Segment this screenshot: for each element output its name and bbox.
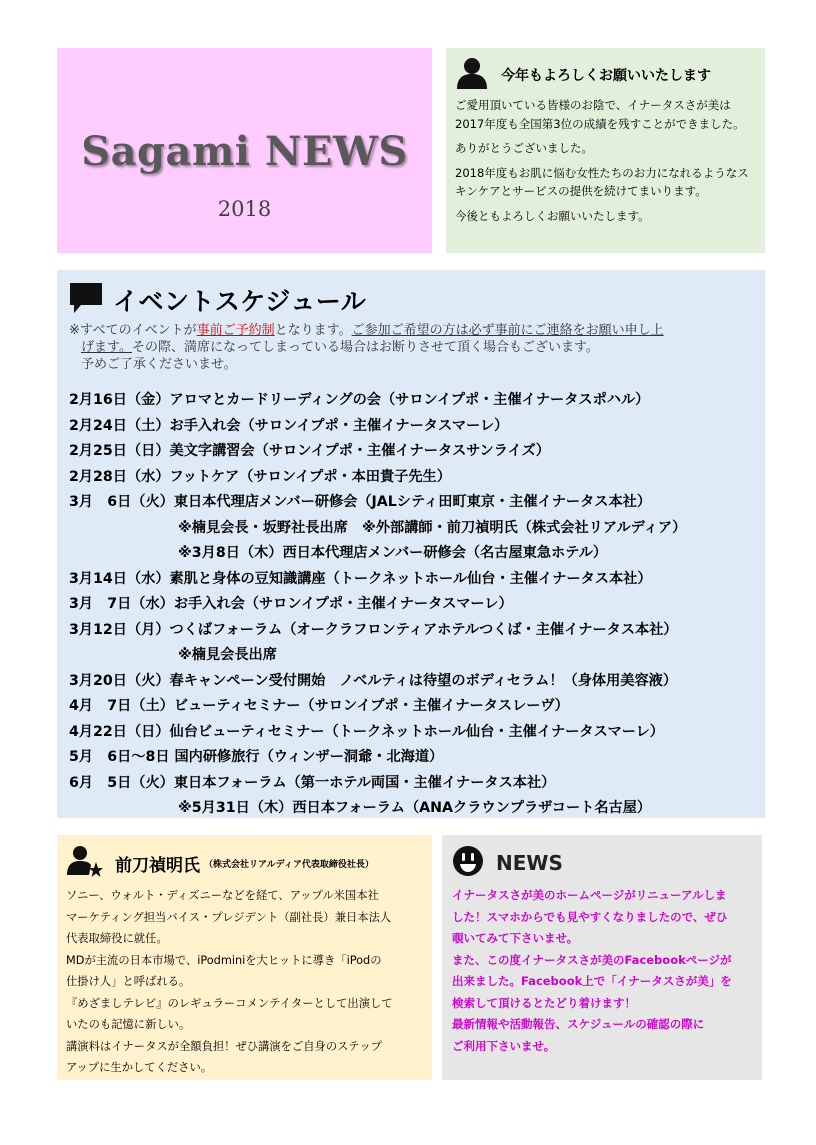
bio-line: いたのも記憶に新しい。	[66, 1018, 191, 1031]
bio-line: 講演料はイナータスが全額負担！ぜひ講演をご自身のステップ	[66, 1039, 383, 1053]
schedule-note	[69, 322, 759, 373]
greeting-paragraph: 今後ともよろしくお願いいたします。	[455, 208, 650, 223]
bio-line: 代表取締役に就任。	[66, 932, 168, 945]
note-text: となります。	[274, 323, 352, 338]
note-text: 予めご了承くださいませ。	[81, 357, 237, 372]
schedule-item: 3月 6日（火）東日本代理店メンバー研修会（JALシティ田町東京・主催イナータス本社）	[69, 494, 652, 510]
schedule-heading: イベントスケジュール	[113, 287, 367, 316]
newsletter-title: Sagami NEWS	[81, 128, 408, 175]
bio-line: マーケティング担当バイス・プレジデント（副社長）兼日本法人	[66, 910, 392, 924]
schedule-subitem: ※5月31日（木）西日本フォーラム（ANAクラウンプラザコート名古屋）	[178, 800, 652, 816]
schedule-item: 3月20日（火）春キャンペーン受付開始 ノベルティは待望のボディセラム！（身体用美容液）	[69, 672, 678, 689]
schedule-item: 5月 6日～8日 国内研修旅行（ウィンザー洞爺・北海道）	[69, 749, 444, 765]
schedule-subitem: ※楠見会長・坂野社長出席 ※外部講師・前刀禎明氏（株式会社リアルディア）	[178, 519, 687, 536]
schedule-subitem: ※楠見会長出席	[178, 647, 277, 663]
note-text: その際、満席になってしまっている場合はお断りさせて頂く場合もございます。	[131, 340, 599, 355]
schedule-item: 3月 7日（水）お手入れ会（サロンイプポ・主催イナータスマーレ）	[69, 596, 513, 612]
news-panel	[442, 835, 762, 1080]
greeting-paragraph: ご愛用頂いている皆様のお陰で、イナータスさが美は2017年度も全国第3位の成績を残すことができました。	[455, 98, 745, 131]
news-body	[452, 885, 757, 1057]
bio-line: ソニー、ウォルト・ディズニーなどを経て、アップル米国本社	[66, 889, 379, 902]
speaker-bio	[66, 885, 426, 1079]
greeting-paragraph: 2018年度もお肌に悩む女性たちのお力になれるようなスキンケアとサービスの提供を続けてまいります。	[455, 165, 749, 198]
speaker-panel	[57, 835, 432, 1080]
greeting-body	[455, 96, 760, 231]
schedule-item: 2月28日（水）フットケア（サロンイプポ・本田貴子先生）	[69, 468, 451, 485]
speaker-header	[67, 845, 374, 881]
greeting-panel	[446, 48, 765, 253]
schedule-item: 6月 5日（火）東日本フォーラム（第一ホテル両国・主催イナータス本社）	[69, 774, 556, 791]
schedule-item: 2月24日（土）お手入れ会（サロンイプポ・主催イナータスマーレ）	[69, 417, 509, 434]
news-line: 覗いてみて下さいませ。	[452, 931, 579, 945]
greeting-header	[455, 58, 711, 92]
title-panel	[57, 48, 432, 253]
schedule-subitem: ※3月8日（木）西日本代理店メンバー研修会（名古屋東急ホテル）	[178, 545, 608, 561]
smiley-icon	[452, 845, 484, 881]
speaker-name: 前刀禎明氏	[115, 855, 200, 876]
schedule-item: 2月25日（日）美文字講習会（サロンイプポ・主催イナータスサンライズ）	[69, 443, 550, 459]
news-line: また、この度イナータスさが美のFacebookページが	[452, 952, 732, 967]
news-line: 最新情報や活動報告、スケジュールの確認の際に	[452, 1017, 705, 1031]
person-icon	[455, 57, 489, 93]
note-text: ※すべてのイベントが	[69, 323, 197, 338]
speech-bubble-icon	[69, 282, 103, 318]
bio-line: 仕掛け人」と呼ばれる。	[66, 975, 191, 988]
schedule-header	[69, 282, 366, 318]
note-contact: ご参加ご希望の方は必ず事前にご連絡をお願い申し上	[351, 323, 664, 338]
schedule-item: 2月16日（金）アロマとカードリーディングの会（サロンイプポ・主催イナータスポハル）	[69, 392, 650, 408]
schedule-item: 4月 7日（土）ビューティセミナー（サロンイプポ・主催イナータスレーヴ）	[69, 698, 569, 714]
note-reservation: 事前ご予約制	[196, 323, 275, 338]
bio-line: アップに生かしてください。	[66, 1061, 213, 1074]
news-line: 出来ました。Facebook上で「イナータスさが美」を	[452, 974, 732, 988]
news-line: ご利用下さいませ。	[452, 1038, 556, 1053]
news-line: イナータスさが美のホームページがリニューアルしま	[452, 888, 727, 902]
news-line: した！スマホからでも見やすくなりましたので、ぜひ	[452, 909, 728, 924]
news-line: 検索して頂けるとたどり着けます！	[452, 995, 636, 1010]
greeting-paragraph: ありがとうございました。	[455, 141, 593, 155]
news-header	[452, 845, 563, 881]
bio-line: MDが主流の日本市場で、iPodminiを大ヒットに導き「iPodの	[66, 953, 382, 967]
news-heading: NEWS	[496, 851, 563, 875]
speaker-title: （株式会社リアルディア代表取締役社長）	[204, 859, 374, 870]
schedule-item: 3月12日（月）つくばフォーラム（オークラフロンティアホテルつくば・主催イナータス本社）	[69, 621, 678, 638]
schedule-item: 4月22日（日）仙台ビューティセミナー（トークネットホール仙台・主催イナータスマーレ）	[69, 723, 664, 740]
schedule-item: 3月14日（水）素肌と身体の豆知識講座（トークネットホール仙台・主催イナータス本社）	[69, 570, 652, 587]
person-star-icon	[67, 845, 103, 881]
newsletter-year: 2018	[217, 197, 272, 221]
schedule-panel	[57, 270, 765, 818]
note-contact: げます。	[81, 340, 132, 355]
greeting-heading: 今年もよろしくお願いいたします	[501, 68, 711, 84]
schedule-list	[69, 388, 759, 822]
bio-line: 『めざましテレビ』のレギュラーコメンテイターとして出演して	[66, 996, 393, 1010]
